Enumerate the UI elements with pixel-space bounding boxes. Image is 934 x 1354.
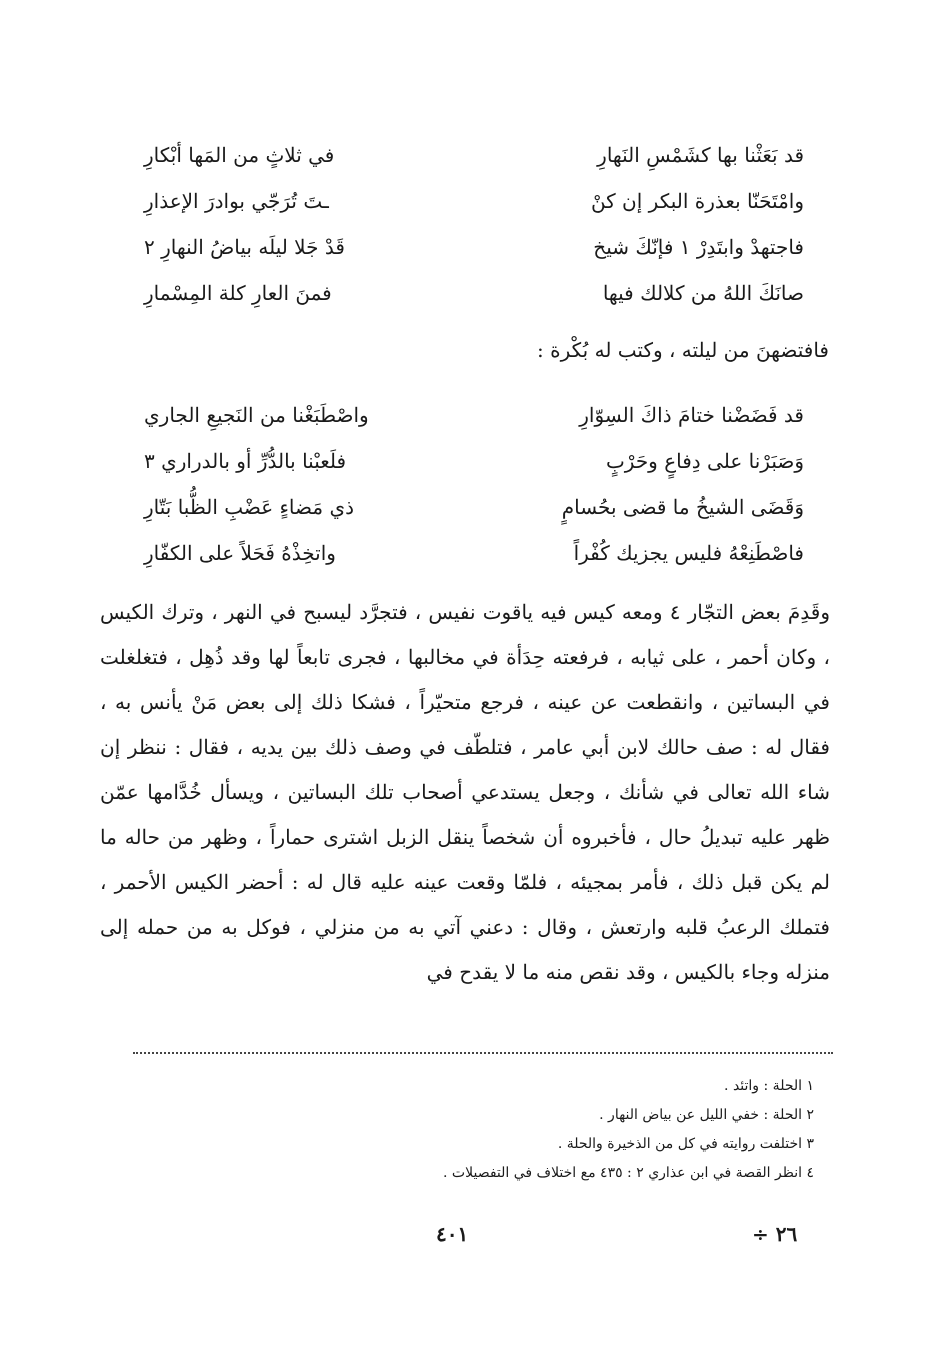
footnote-separator [133, 1052, 833, 1054]
prose-transition-line: فافتضهنَ من ليلته ، وكتب له بُكْرة : [537, 338, 829, 362]
verse-line [144, 392, 804, 438]
verse-first-hemistich: فاجتهدْ وابتَدِرْ ١ فإنّكَ شيخ [593, 235, 804, 259]
poem-block-1 [144, 132, 804, 316]
verse-line [144, 484, 804, 530]
verse-first-hemistich: قد بَعَثْنا بها كشَمْسِ النَهارِ [597, 143, 804, 167]
verse-second-hemistich: ـتَ تُرَجّي بوادرَ الإعذارِ [144, 189, 329, 213]
footnotes [134, 1072, 814, 1188]
verse-first-hemistich: وامْتَحَنّا بعذرة البكر إن كنْ [590, 189, 804, 213]
signature-mark: ٢٦ ÷ [752, 1222, 798, 1246]
footnote: ٢ الحلة : خفي الليل عن بياض النهار . [599, 1107, 814, 1123]
verse-line [144, 132, 804, 178]
verse-second-hemistich: واصْطَبَغْنا من النَجيعِ الجاري [144, 403, 369, 427]
verse-line [144, 530, 804, 576]
body-paragraph: وقَدِمَ بعض التجّار ٤ ومعه كيس فيه ياقوت نفيس ، فتجرَّد ليسبح في النهر ، وترك الكيس ، وكان أحمر ، على ثيابه ، فرفعته حِدَأة في مخالبها ، فجرى تابعاً لها وقد ذُهِل ، فتغلغلت في البساتين ، وانقطعت عن عينه ، فرجع متحيّراً ، فشكا ذلك إلى بعض مَنْ يأنس به ، فقال له : صف حالك لابن أبي عامر ، فتلطّف في وصف ذلك بين يديه ، فقال : ننظر إن شاء الله تعالى في شأنك ، وجعل يستدعي أصحاب تلك البساتين ، ويسأل خُدَّامها عمّن ظهر عليه تبديلُ حال ، فأخبروه أن شخصاً ينقل الزبل اشترى حماراً ، وظهر من حاله ما لم يكن قبل ذلك ، فأمر بمجيئه ، فلمّا وقعت عينه عليه قال له : أحضر الكيس الأحمر ، فتملك الرعبُ قلبه وارتعش ، وقال : دعني آتي به من منزلي ، فوكل به من حمله إلى منزله وجاء بالكيس ، وقد نقص منه ما لا يقدح في [100, 600, 830, 984]
verse-second-hemistich: في ثلاثٍ من المَها أبْكارِ [144, 143, 335, 167]
verse-line [144, 224, 804, 270]
verse-first-hemistich: وَصَبَرْنا على دِفاعٍ وحَرْبٍ [605, 449, 804, 473]
verse-first-hemistich: صانَكَ اللهُ من كلالك فيها [602, 281, 804, 305]
footnote: ١ الحلة : واتئد . [724, 1078, 814, 1094]
verse-second-hemistich: قَدْ جَلا ليلَه بياضُ النهارِ ٢ [144, 235, 345, 259]
verse-second-hemistich: ذي مَضاءٍ عَضْبِ الظُّبا بَتّارِ [144, 495, 354, 519]
verse-line [144, 438, 804, 484]
footnote: ٣ اختلفت روايته في كل من الذخيرة والحلة . [557, 1136, 814, 1152]
verse-first-hemistich: قد فَضَضْنا ختامَ ذاكَ السِوّارِ [579, 403, 804, 427]
poem-block-2 [144, 392, 804, 576]
verse-second-hemistich: واتخِذْهُ فَحَلاً على الكفّارِ [144, 541, 336, 565]
verse-first-hemistich: فاصْطَنِعْهُ فليس يجزيك كُفْراً [573, 541, 804, 565]
verse-line [144, 178, 804, 224]
verse-first-hemistich: وَقَضَى الشيخُ ما قضى بحُسامٍ [561, 495, 804, 519]
page-number: ٤٠١ [436, 1222, 469, 1246]
verse-line [144, 270, 804, 316]
verse-second-hemistich: فمنَ العارِ كلة المِسْمارِ [144, 281, 332, 305]
verse-second-hemistich: فلَعبْنا بالدُّرِّ أو بالدراري ٣ [144, 449, 347, 473]
footnote: ٤ انظر القصة في ابن عذاري ٢ : ٤٣٥ مع اختلاف في التفصيلات . [443, 1165, 814, 1181]
